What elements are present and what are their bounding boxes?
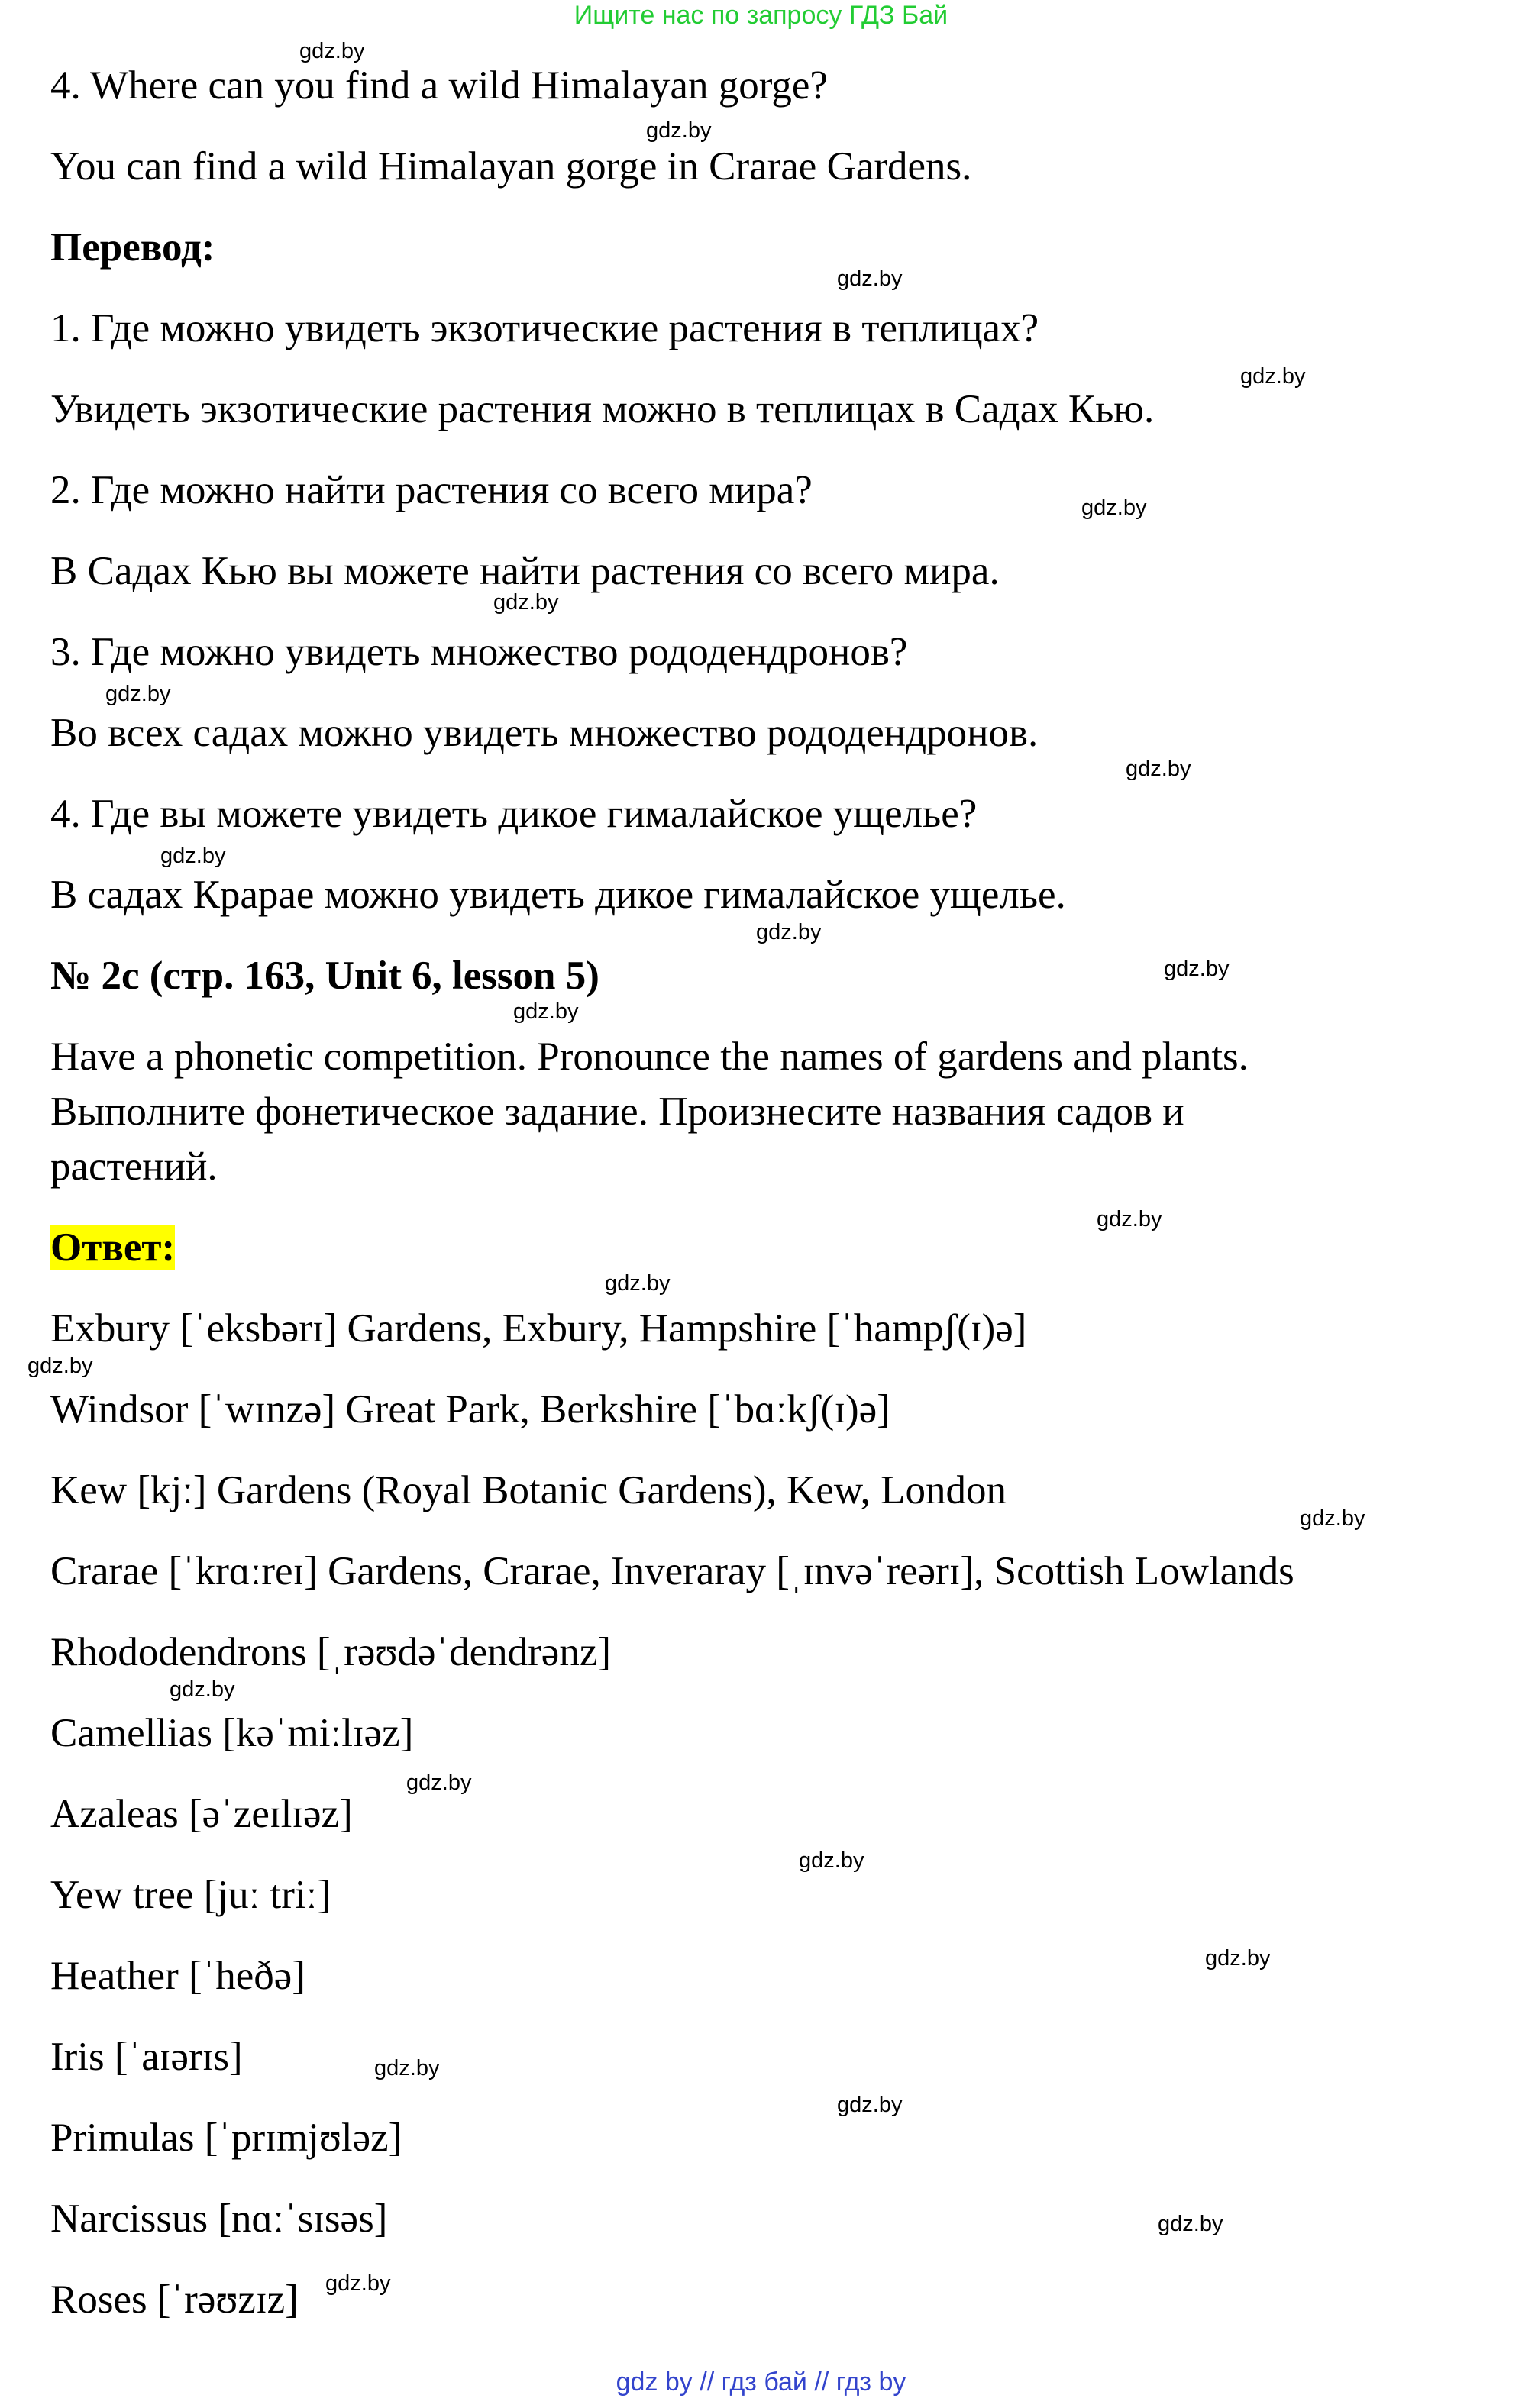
item-kew: Kew [kjː] Gardens (Royal Botanic Gardens), Kew, London — [50, 1468, 1007, 1512]
answer-4-ru: В садах Крарае можно увидеть дикое гималайское ущелье. — [50, 873, 1066, 917]
watermark: gdz.by — [1081, 495, 1147, 520]
answer-4-en: You can find a wild Himalayan gorge in Crarae Gardens. — [50, 144, 972, 189]
question-4-en: 4. Where can you find a wild Himalayan gorge? — [50, 63, 828, 108]
watermark: gdz.by — [325, 2271, 391, 2296]
answer-heading — [50, 1223, 175, 1272]
watermark: gdz.by — [837, 2093, 903, 2117]
item-crarae: Crarae [ˈkrɑːreɪ] Gardens, Crarae, Inveraray [ˌɪnvəˈreərɪ], Scottish Lowlands — [50, 1549, 1294, 1593]
watermark: gdz.by — [160, 844, 226, 868]
item-camellias: Camellias [kəˈmiːlɪəz] — [50, 1711, 414, 1755]
watermark: gdz.by — [799, 1848, 864, 1873]
top-banner[interactable]: Ищите нас по запросу ГДЗ Бай — [574, 1, 948, 30]
watermark: gdz.by — [374, 2056, 440, 2080]
answer-heading-highlight: Ответ: — [50, 1225, 176, 1270]
item-roses: Roses [ˈrəʊzɪz] — [50, 2277, 299, 2322]
watermark: gdz.by — [1158, 2212, 1223, 2236]
watermark: gdz.by — [1097, 1207, 1162, 1231]
watermark: gdz.by — [299, 39, 365, 63]
task-ru-line-2: растений. — [50, 1144, 218, 1189]
answer-3-ru: Во всех садах можно увидеть множество рододендронов. — [50, 711, 1039, 755]
item-yew-tree: Yew tree [juː triː] — [50, 1873, 331, 1917]
watermark: gdz.by — [406, 1770, 472, 1795]
watermark: gdz.by — [513, 999, 579, 1024]
item-iris: Iris [ˈaɪərɪs] — [50, 2035, 243, 2079]
item-exbury: Exbury [ˈeksbərɪ] Gardens, Exbury, Hampshire [ˈhampʃ(ɪ)ə] — [50, 1306, 1027, 1351]
task-en: Have a phonetic competition. Pronounce the names of gardens and plants. — [50, 1035, 1249, 1079]
answer-2-ru: В Садах Кью вы можете найти растения со всего мира. — [50, 549, 1000, 593]
question-4-ru: 4. Где вы можете увидеть дикое гималайское ущелье? — [50, 792, 978, 836]
question-3-ru: 3. Где можно увидеть множество рододендронов? — [50, 630, 908, 674]
watermark: gdz.by — [756, 920, 822, 944]
answer-1-ru: Увидеть экзотические растения можно в теплицах в Садах Кью. — [50, 387, 1155, 431]
watermark: gdz.by — [646, 118, 712, 143]
watermark: gdz.by — [1205, 1946, 1271, 1971]
question-1-ru: 1. Где можно увидеть экзотические растения в теплицах? — [50, 306, 1039, 350]
watermark: gdz.by — [1240, 364, 1306, 389]
item-azaleas: Azaleas [əˈzeɪlɪəz] — [50, 1792, 353, 1836]
question-2-ru: 2. Где можно найти растения со всего мира? — [50, 468, 813, 512]
item-primulas: Primulas [ˈprɪmjʊləz] — [50, 2116, 402, 2160]
item-narcissus: Narcissus [nɑːˈsɪsəs] — [50, 2197, 388, 2241]
watermark: gdz.by — [1300, 1506, 1365, 1531]
item-heather: Heather [ˈheðə] — [50, 1954, 305, 1998]
watermark: gdz.by — [1164, 957, 1230, 981]
watermark: gdz.by — [1126, 757, 1191, 781]
watermark: gdz.by — [493, 590, 559, 615]
task-ru-line-1: Выполните фонетическое задание. Произнесите названия садов и — [50, 1089, 1184, 1134]
item-windsor: Windsor [ˈwɪnzə] Great Park, Berkshire [ˈbɑːkʃ(ɪ)ə] — [50, 1387, 890, 1432]
item-rhododendrons: Rhododendrons [ˌrəʊdəˈdendrənz] — [50, 1630, 612, 1674]
translation-heading: Перевод: — [50, 225, 215, 270]
footer-links[interactable]: gdz by // гдз бай // гдз by — [616, 2368, 906, 2397]
exercise-heading: № 2c (стр. 163, Unit 6, lesson 5) — [50, 954, 599, 998]
watermark: gdz.by — [170, 1677, 235, 1702]
watermark: gdz.by — [27, 1354, 93, 1378]
watermark: gdz.by — [605, 1271, 671, 1296]
watermark: gdz.by — [837, 266, 903, 291]
watermark: gdz.by — [105, 682, 171, 706]
